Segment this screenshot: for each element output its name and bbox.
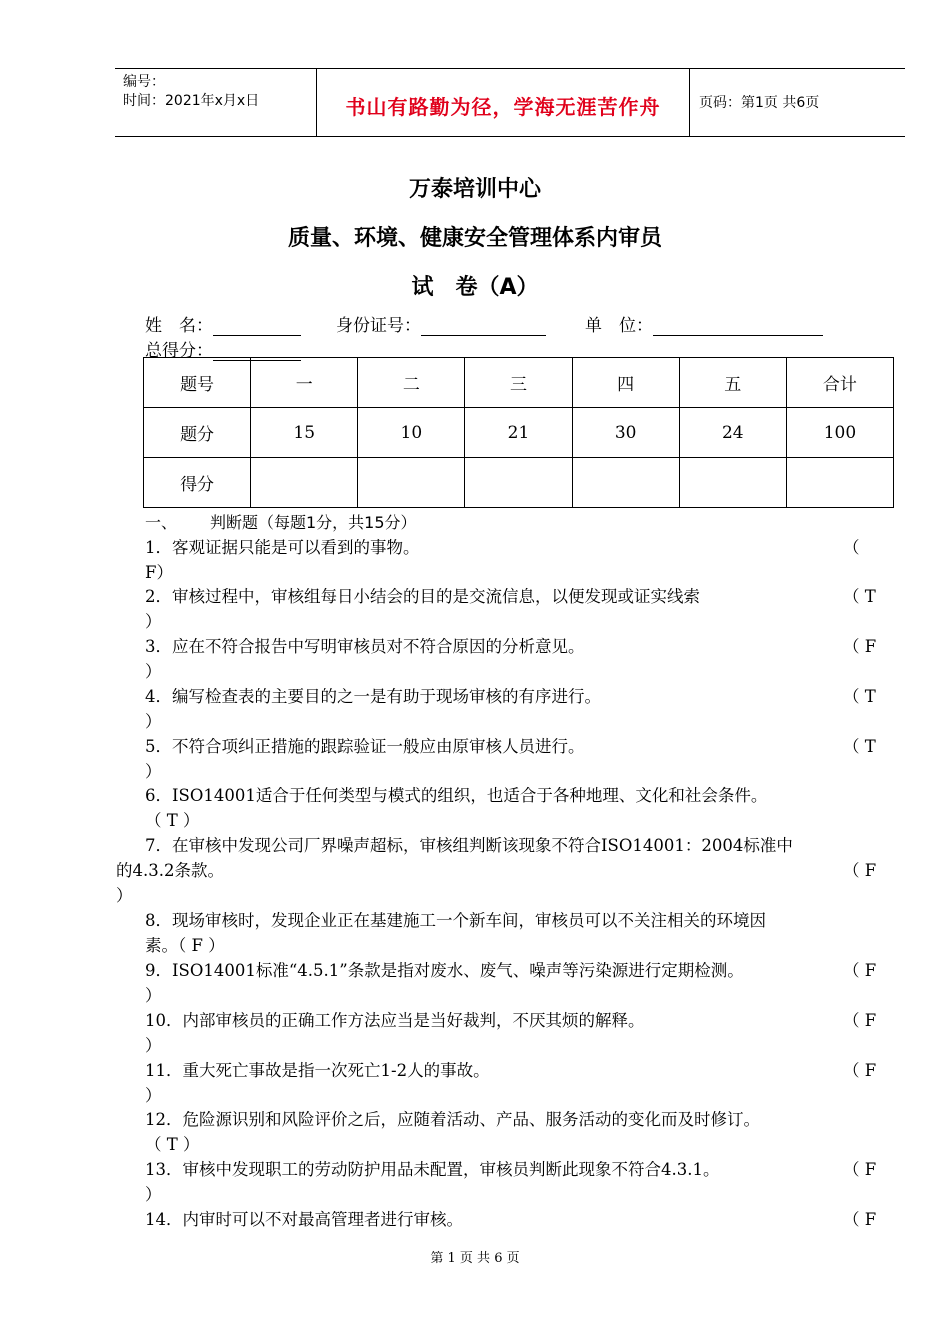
question-text: 6．ISO14001适合于任何类型与模式的组织，也适合于各种地理、文化和社会条件。: [145, 786, 768, 805]
header-meta-cell: [115, 69, 315, 136]
score-cell: 一: [251, 358, 358, 408]
score-cell: 30: [572, 408, 679, 458]
score-cell: 得分: [144, 458, 251, 508]
answer-mark: （ F: [843, 1210, 877, 1229]
answer-mark: （ F: [843, 1160, 877, 1179]
answer-mark: （ T: [843, 737, 876, 756]
header-page-cell: [690, 69, 905, 136]
answer-mark: （ F: [843, 861, 877, 880]
question-continuation: ）: [145, 1036, 162, 1055]
question-continuation: F）: [145, 563, 173, 582]
question-text: 10．内部审核员的正确工作方法应当是当好裁判，不厌其烦的解释。: [145, 1011, 645, 1030]
question-text: 11．重大死亡事故是指一次死亡1-2人的事故。: [145, 1061, 490, 1080]
section-title: 判断题（每题1分，共15分）: [210, 513, 417, 532]
answer-mark: （ F: [843, 1011, 877, 1030]
org-title: 万泰培训中心: [408, 177, 541, 202]
score-cell: 24: [679, 408, 786, 458]
score-cell: 四: [572, 358, 679, 408]
answer-mark: （ F: [843, 637, 877, 656]
answer-mark: （: [843, 538, 860, 557]
name-label: 姓 名：: [145, 316, 213, 336]
score-cell: 题号: [144, 358, 251, 408]
answer-mark: （ F: [843, 1061, 877, 1080]
subject-title: 质量、环境、健康安全管理体系内审员: [287, 226, 662, 251]
question-text: 13．审核中发现职工的劳动防护用品未配置，审核员判断此现象不符合4.3.1。: [145, 1160, 720, 1179]
score-row: [144, 358, 894, 408]
id-label: 身份证号：: [336, 316, 421, 336]
question-continuation: 的4.3.2条款。: [116, 861, 224, 880]
question-continuation: 素。（ F ）: [145, 936, 225, 955]
answer-mark: （ T: [843, 587, 876, 606]
unit-field: [585, 311, 823, 336]
motto: 书山有路勤为径，学海无涯苦作舟: [345, 95, 661, 119]
question-continuation: ）: [145, 986, 162, 1005]
score-cell: 三: [465, 358, 572, 408]
header-table: [115, 68, 905, 137]
score-cell[interactable]: [358, 458, 465, 508]
unit-blank[interactable]: [653, 317, 823, 336]
question-text: 7．在审核中发现公司厂界噪声超标，审核组判断该现象不符合ISO14001：2004标准中: [145, 836, 793, 855]
header-motto-cell: [316, 69, 690, 136]
total-label: 总得分：: [145, 341, 213, 361]
question-continuation: ）: [145, 1185, 162, 1204]
score-cell: 题分: [144, 408, 251, 458]
page-label: 页码：第1页 共6页: [699, 95, 820, 111]
question-text: 2．审核过程中，审核组每日小结会的目的是交流信息，以便发现或证实线索: [145, 587, 700, 606]
question-continuation: ）: [145, 712, 162, 731]
score-cell[interactable]: [572, 458, 679, 508]
question-continuation: ）: [145, 662, 162, 681]
score-cell[interactable]: [679, 458, 786, 508]
score-cell: 合计: [786, 358, 893, 408]
question-text: 8．现场审核时，发现企业正在基建施工一个新车间，审核员可以不关注相关的环境因: [145, 911, 766, 930]
question-text: 1．客观证据只能是可以看到的事物。: [145, 538, 420, 557]
score-cell[interactable]: [465, 458, 572, 508]
score-cell[interactable]: [251, 458, 358, 508]
id-field: [336, 311, 546, 336]
section-number: 一、: [145, 513, 178, 532]
time-label: 时间：2021年x月x日: [123, 93, 260, 109]
question-continuation: ）: [116, 886, 133, 905]
page-footer: 第 1 页 共 6 页: [430, 1251, 520, 1266]
score-table: [143, 357, 894, 508]
question-continuation: ）: [145, 762, 162, 781]
question-continuation: （ T ）: [145, 811, 200, 830]
score-row: [144, 458, 894, 508]
id-blank[interactable]: [421, 317, 546, 336]
score-cell: 五: [679, 358, 786, 408]
score-cell: 100: [786, 408, 893, 458]
unit-label: 单 位：: [585, 316, 653, 336]
answer-mark: （ T: [843, 687, 876, 706]
score-row: [144, 408, 894, 458]
score-cell: 10: [358, 408, 465, 458]
name-blank[interactable]: [213, 317, 301, 336]
question-text: 3．应在不符合报告中写明审核员对不符合原因的分析意见。: [145, 637, 585, 656]
question-continuation: （ T ）: [145, 1135, 200, 1154]
code-label: 编号：: [123, 74, 165, 90]
question-text: 4．编写检查表的主要目的之一是有助于现场审核的有序进行。: [145, 687, 601, 706]
question-text: 12．危险源识别和风险评价之后，应随着活动、产品、服务活动的变化而及时修订。: [145, 1110, 760, 1129]
score-cell: 21: [465, 408, 572, 458]
section-heading: [145, 510, 417, 533]
name-field: [145, 311, 301, 336]
score-cell[interactable]: [786, 458, 893, 508]
answer-mark: （ F: [843, 961, 877, 980]
question-continuation: ）: [145, 612, 162, 631]
question-text: 9．ISO14001标准“4.5.1”条款是指对废水、废气、噪声等污染源进行定期检测。: [145, 961, 744, 980]
paper-title: 试 卷（A）: [411, 275, 539, 300]
question-text: 5．不符合项纠正措施的跟踪验证一般应由原审核人员进行。: [145, 737, 585, 756]
question-continuation: ）: [145, 1086, 162, 1105]
question-text: 14．内审时可以不对最高管理者进行审核。: [145, 1210, 463, 1229]
score-cell: 二: [358, 358, 465, 408]
score-cell: 15: [251, 408, 358, 458]
